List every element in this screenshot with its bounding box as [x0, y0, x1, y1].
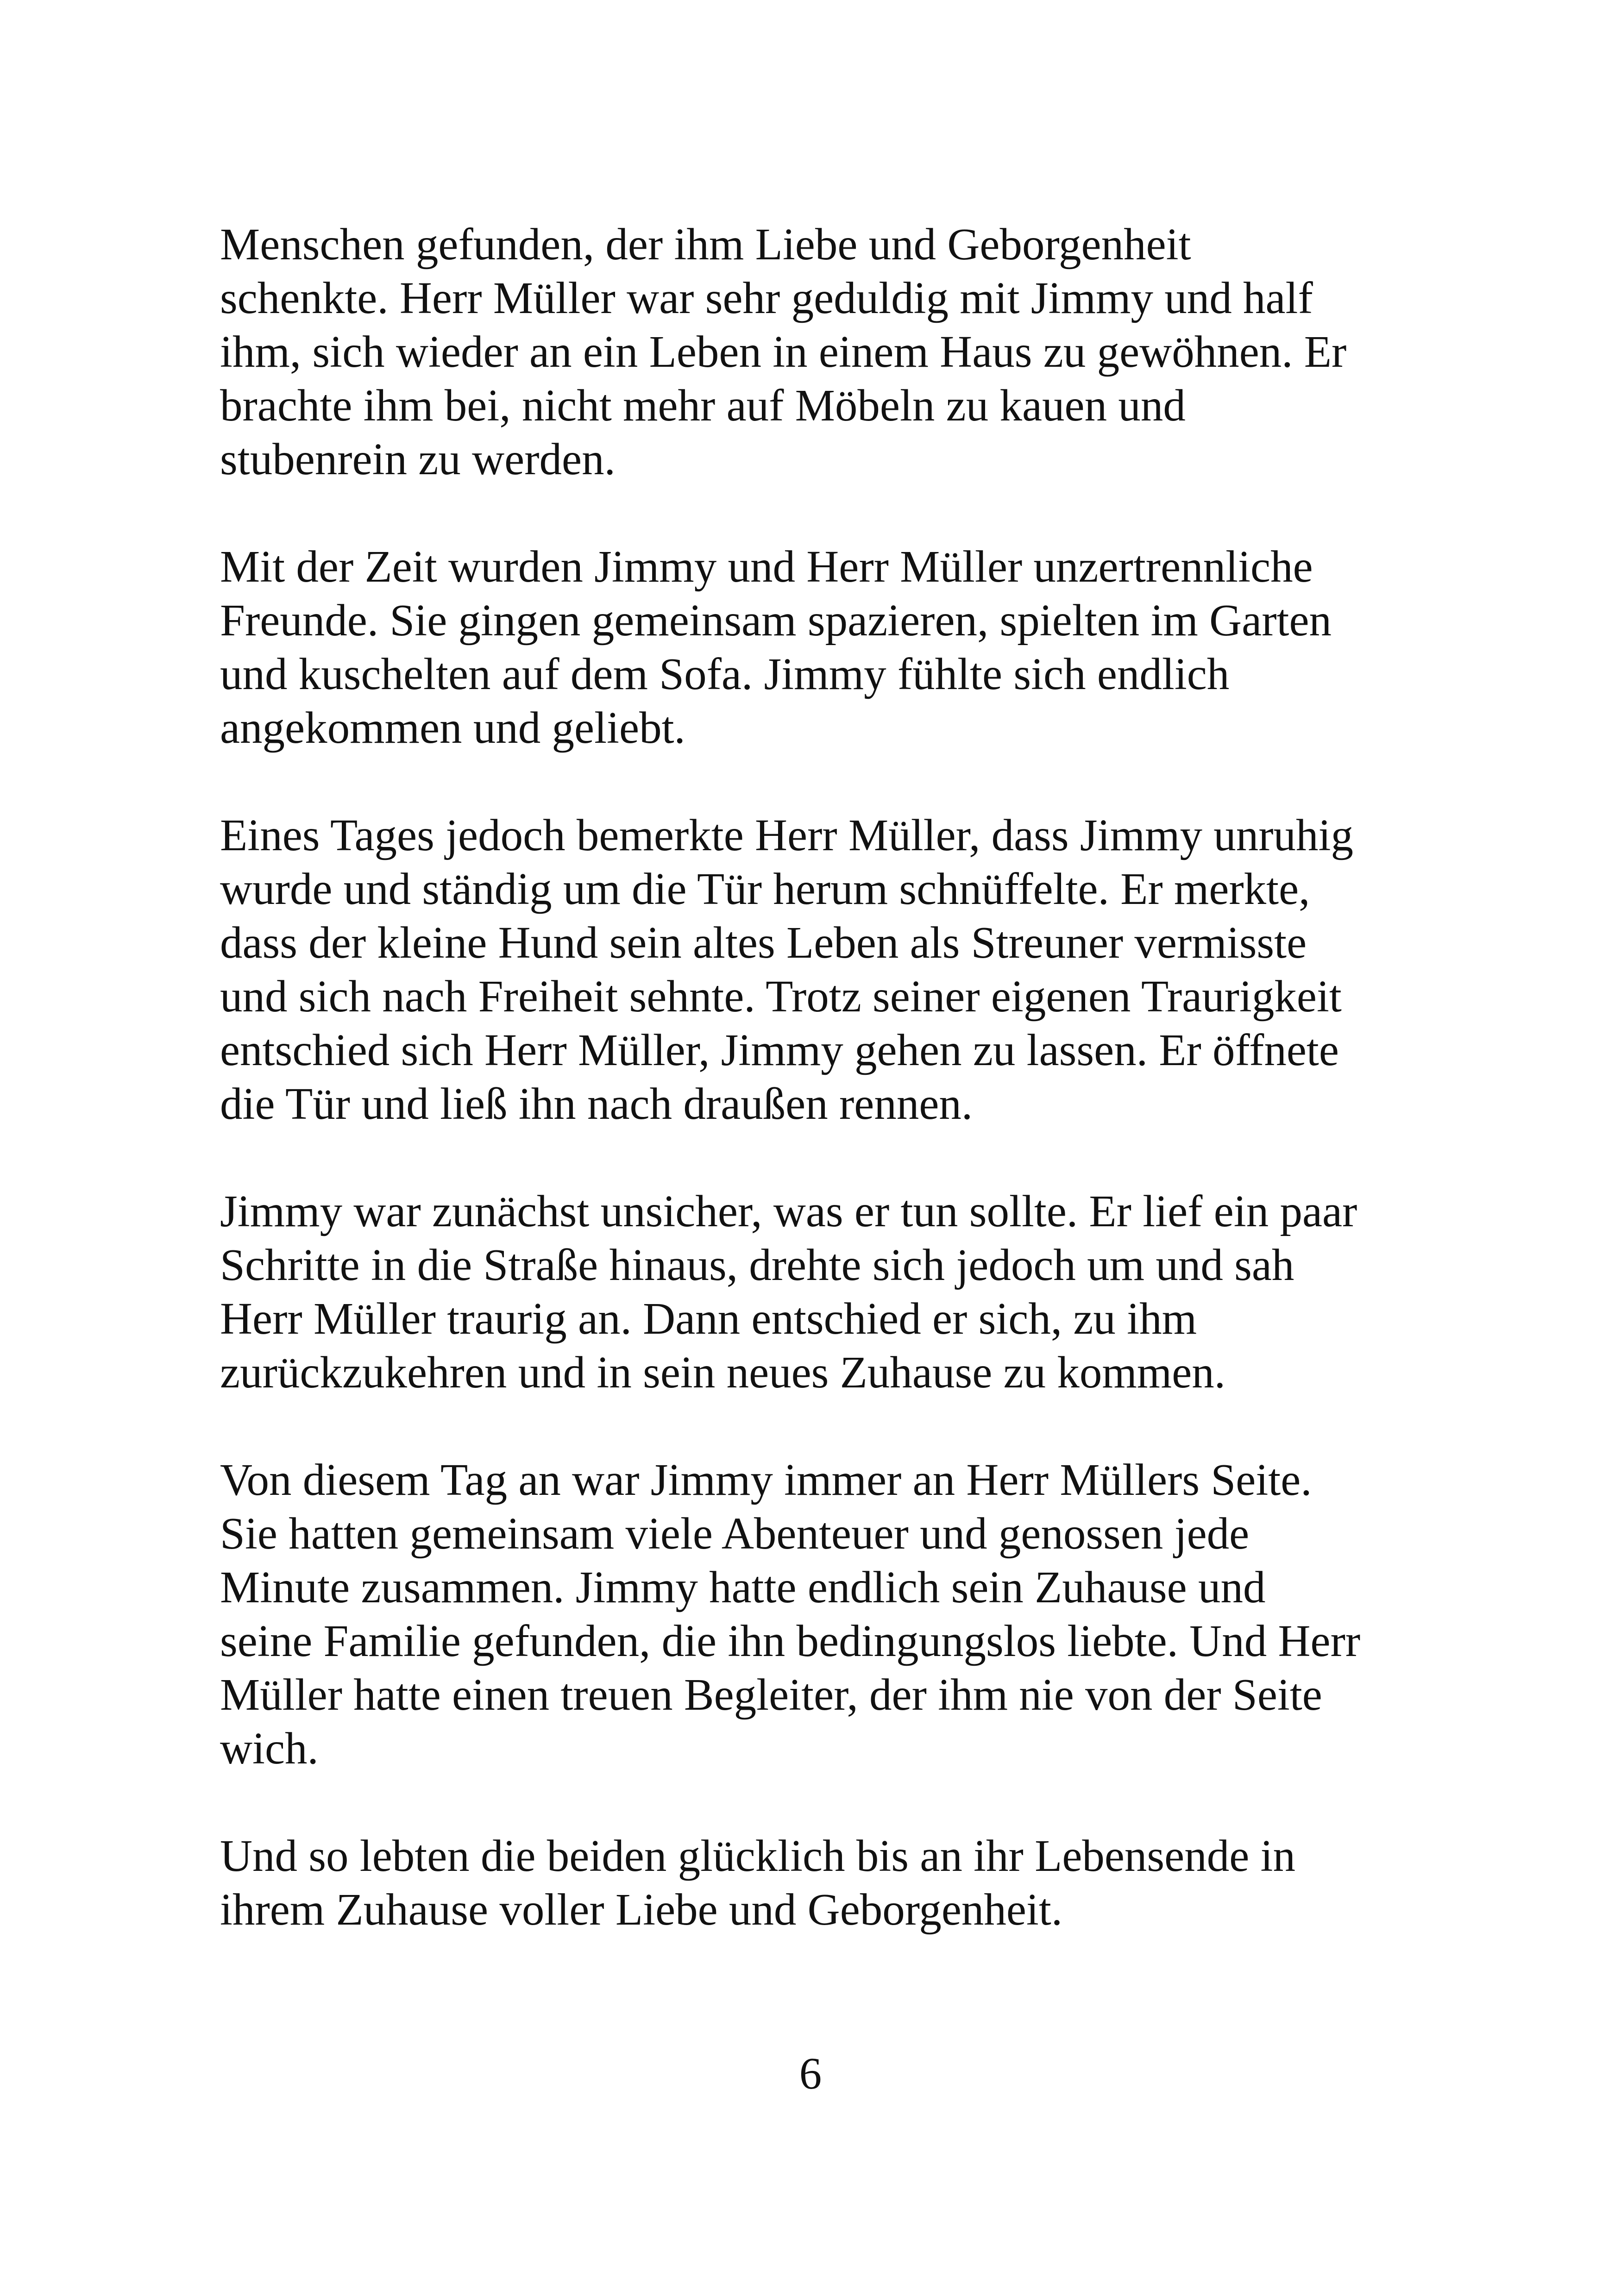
text-line: Mit der Zeit wurden Jimmy und Herr Müller unzertrennliche	[220, 542, 1313, 591]
page-number: 6	[799, 2049, 822, 2098]
paragraph-2	[220, 540, 1447, 755]
text-line: Von diesem Tag an war Jimmy immer an Herr Müllers Seite.	[220, 1455, 1312, 1505]
paragraph-6	[220, 1829, 1447, 1937]
text-line: Freunde. Sie gingen gemeinsam spazieren, spielten im Garten	[220, 596, 1332, 645]
text-line: zurückzukehren und in sein neues Zuhause zu kommen.	[220, 1348, 1226, 1397]
text-line: die Tür und ließ ihn nach draußen rennen.	[220, 1079, 973, 1129]
text-line: stubenrein zu werden.	[220, 434, 616, 484]
text-line: Eines Tages jedoch bemerkte Herr Müller, dass Jimmy unruhig	[220, 810, 1353, 860]
paragraph-1	[220, 218, 1447, 486]
text-line: ihrem Zuhause voller Liebe und Geborgenheit.	[220, 1885, 1063, 1934]
text-line: und kuschelten auf dem Sofa. Jimmy fühlte sich endlich	[220, 649, 1230, 699]
text-line: Sie hatten gemeinsam viele Abenteuer und genossen jede	[220, 1509, 1250, 1558]
text-line: entschied sich Herr Müller, Jimmy gehen zu lassen. Er öffnete	[220, 1025, 1339, 1075]
text-line: dass der kleine Hund sein altes Leben als Streuner vermisste	[220, 918, 1307, 967]
text-line: Schritte in die Straße hinaus, drehte sich jedoch um und sah	[220, 1240, 1294, 1290]
text-line: wurde und ständig um die Tür herum schnüffelte. Er merkte,	[220, 864, 1310, 914]
text-line: Jimmy war zunächst unsicher, was er tun sollte. Er lief ein paar	[220, 1186, 1357, 1236]
text-line: angekommen und geliebt.	[220, 703, 685, 753]
text-line: seine Familie gefunden, die ihn bedingungslos liebte. Und Herr	[220, 1616, 1361, 1666]
text-line: wich.	[220, 1724, 319, 1773]
paragraph-4	[220, 1185, 1447, 1399]
paragraph-3	[220, 809, 1447, 1131]
paragraph-5	[220, 1453, 1447, 1775]
text-line: brachte ihm bei, nicht mehr auf Möbeln zu kauen und	[220, 381, 1186, 430]
text-line: schenkte. Herr Müller war sehr geduldig mit Jimmy und half	[220, 273, 1313, 323]
text-line: und sich nach Freiheit sehnte. Trotz seiner eigenen Traurigkeit	[220, 972, 1342, 1021]
text-line: Minute zusammen. Jimmy hatte endlich sein Zuhause und	[220, 1562, 1266, 1612]
text-line: Herr Müller traurig an. Dann entschied er sich, zu ihm	[220, 1294, 1197, 1343]
text-line: ihm, sich wieder an ein Leben in einem Haus zu gewöhnen. Er	[220, 327, 1347, 376]
text-line: Müller hatte einen treuen Begleiter, der ihm nie von der Seite	[220, 1670, 1322, 1719]
text-line: Und so lebten die beiden glücklich bis an ihr Lebensende in	[220, 1831, 1295, 1881]
text-line: Menschen gefunden, der ihm Liebe und Geborgenheit	[220, 220, 1191, 269]
body-text	[220, 218, 1447, 1990]
